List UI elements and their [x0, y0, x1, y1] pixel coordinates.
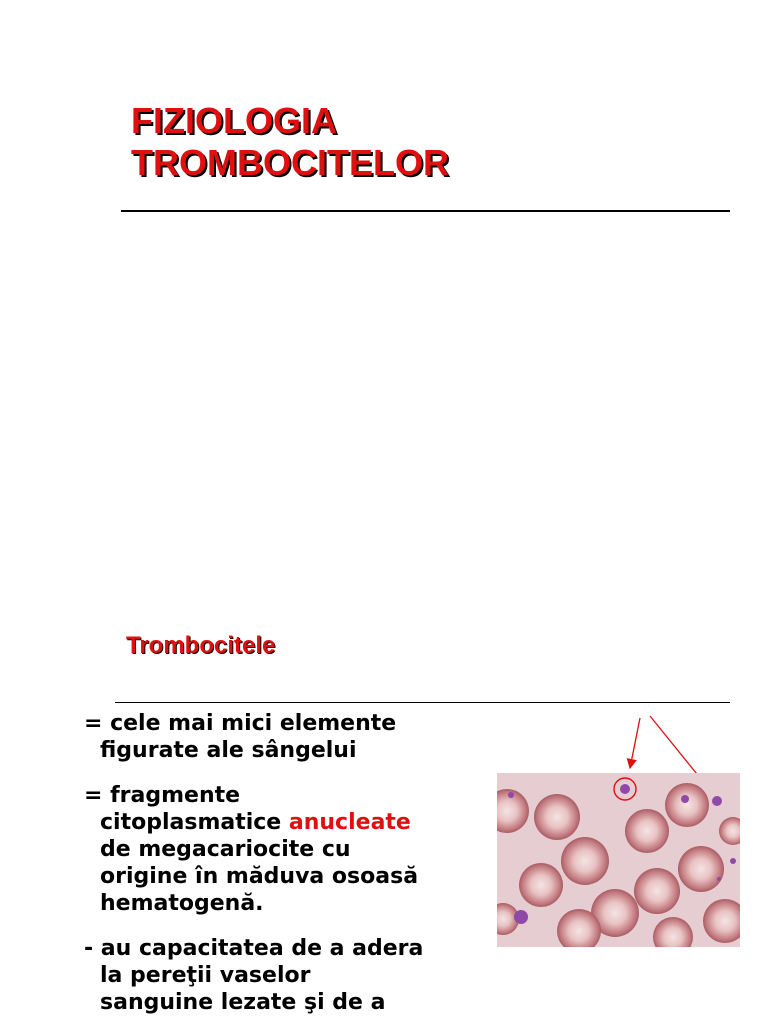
anucleate-highlight: anucleate: [288, 810, 411, 835]
bullet-2-line-1: = fragmente: [84, 783, 241, 808]
title-line-1: FIZIOLOGIA: [131, 100, 337, 141]
bullet-3-line-3: sanguine lezate şi de a: [100, 990, 386, 1015]
bullet-2-line-4: origine în măduva osoasă: [100, 864, 419, 889]
bullet-1-line-2: figurate ale sângelui: [100, 738, 357, 763]
blood-smear-drawing: [497, 773, 740, 947]
bullet-adhesion: [84, 935, 494, 1016]
section-heading: Trombocitele: [126, 632, 276, 659]
bullet-2-line-3: de megacariocite cu: [100, 837, 351, 862]
bullet-2-line-2: citoplasmatice: [100, 810, 289, 835]
definition-list: [84, 710, 494, 1034]
bullet-3-line-2: la pereţii vaselor: [100, 963, 311, 988]
title-divider: [121, 210, 730, 212]
page-title: [131, 100, 449, 184]
blood-smear-image: [497, 773, 740, 947]
arrow-to-platelet: [630, 718, 640, 768]
bullet-fragments: [84, 782, 494, 917]
bullet-2-line-5: hematogenă.: [100, 891, 264, 916]
bullet-1-line-1: = cele mai mici elemente: [84, 711, 397, 736]
section-divider: [115, 702, 730, 703]
bullet-smallest-elements: [84, 710, 494, 764]
bullet-3-line-1: - au capacitatea de a adera: [84, 936, 424, 961]
title-line-2: TROMBOCITELOR: [131, 142, 449, 183]
